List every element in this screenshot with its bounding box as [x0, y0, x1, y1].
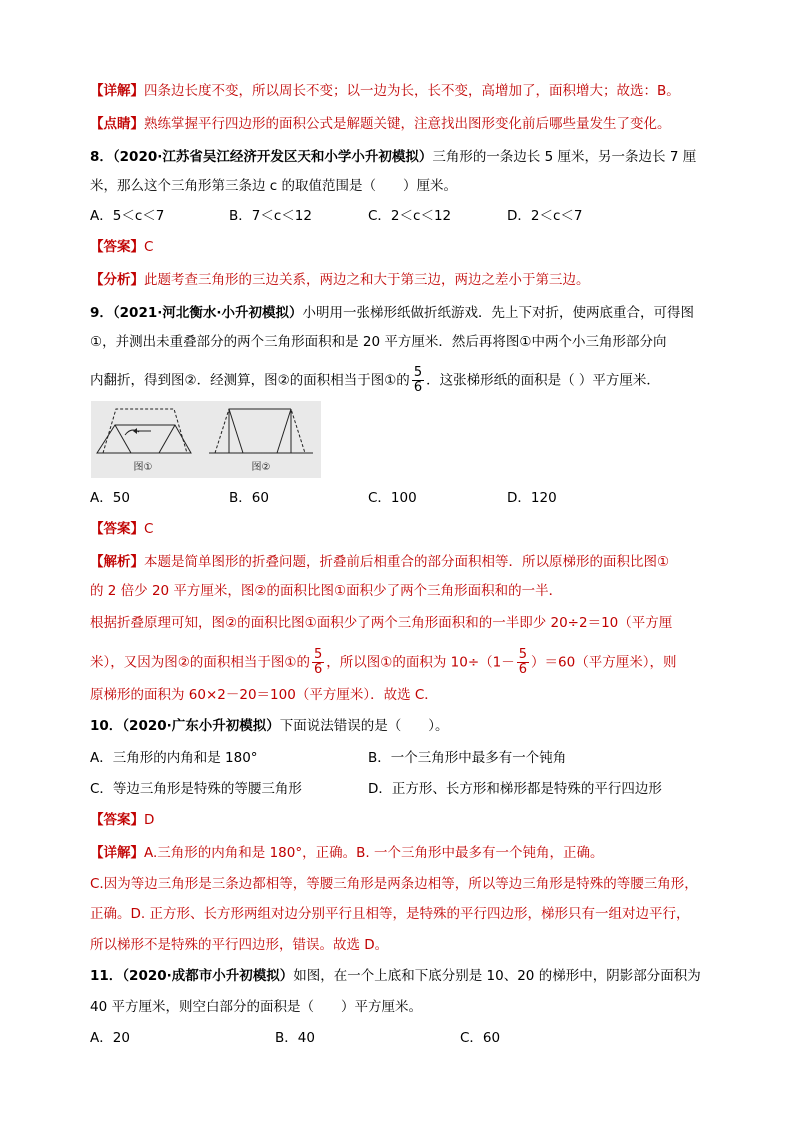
q10-answer-tag: 【答案】 — [90, 812, 144, 828]
fig1-arrowhead — [133, 428, 137, 434]
q9-option-b: B．60 — [229, 490, 269, 506]
q9-a4-fraction-1 — [312, 648, 324, 677]
q10-option-c: C．等边三角形是特殊的等腰三角形 — [90, 781, 302, 797]
q9-figure — [91, 401, 321, 478]
q8-analysis: 此题考查三角形的三边关系，两边之和大于第三边，两边之差小于第三边。 — [144, 272, 590, 288]
q11-option-a: A．20 — [90, 1030, 130, 1046]
tip-text: 熟练掌握平行四边形的面积公式是解题关键，注意找出图形变化前后哪些量发生了变化。 — [144, 116, 671, 132]
q9-option-c: C．100 — [368, 490, 417, 506]
fig2-label: 图② — [251, 462, 271, 473]
q9-stem-line3 — [90, 366, 660, 395]
q9-analysis-line2: 的 2 倍少 20 平方厘米，图②的面积比图①面积少了两个三角形面积和的一半． — [90, 583, 563, 599]
q10-detail-line4: 所以梯形不是特殊的平行四边形，错误。故选 D。 — [90, 937, 389, 953]
fig1-left-line — [115, 425, 131, 453]
q9-analysis-line4 — [90, 648, 676, 677]
q8-answer: C — [144, 239, 154, 255]
q10-option-b: B．一个三角形中最多有一个钝角 — [368, 750, 567, 766]
q8-option-c: C．2＜c＜12 — [368, 208, 452, 224]
tip-tag: 【点睛】 — [90, 116, 144, 132]
q9-source: （2021·河北衡水·小升初模拟） — [112, 305, 303, 321]
q11-option-b: B．40 — [275, 1030, 315, 1046]
q10-answer: D — [144, 812, 155, 828]
q9-a4c: ）＝60（平方厘米），则 — [531, 654, 677, 671]
detail-line-top — [90, 81, 680, 101]
q9-answer-tag: 【答案】 — [90, 521, 144, 537]
fraction-numerator: 5 — [518, 647, 528, 662]
fig2-left-diagonal — [229, 409, 243, 453]
q8-option-b: B．7＜c＜12 — [229, 208, 312, 224]
q9-stem-line1 — [90, 303, 694, 323]
q10-option-a: A．三角形的内角和是 180° — [90, 750, 258, 766]
q10-text: 下面说法错误的是（ ）。 — [279, 718, 449, 734]
q8-stem-line1 — [90, 147, 696, 167]
fraction-numerator: 5 — [313, 647, 323, 662]
fig1-right-line — [159, 425, 175, 453]
q10-detail-line3: 正确。D. 正方形、长方形两组对边分别平行且相等，是特殊的平行四边形，梯形只有一组对边平行， — [90, 906, 690, 922]
q9-a4b: ，所以图①的面积为 10÷（1－ — [326, 654, 515, 671]
q8-option-d: D．2＜c＜7 — [507, 208, 583, 224]
fig1-label: 图① — [133, 462, 153, 473]
q11-text1: 如图，在一个上底和下底分别是 10、20 的梯形中，阴影部分面积为 — [293, 968, 701, 984]
q8-text1: 三角形的一条边长 5 厘米，另一条边长 7 厘 — [432, 149, 697, 165]
q9-option-a: A．50 — [90, 490, 130, 506]
q10-detail-line1 — [90, 843, 603, 863]
q11-stem-line1 — [90, 966, 701, 986]
fraction-denominator: 6 — [413, 380, 423, 395]
q9-text1: 小明用一张梯形纸做折纸游戏．先上下对折，使两底重合，可得图 — [302, 305, 694, 321]
q9-analysis-line5: 原梯形的面积为 60×2－20＝100（平方厘米）．故选 C． — [90, 687, 438, 703]
q10-detail-tag: 【详解】 — [90, 845, 144, 861]
fraction-numerator: 5 — [413, 365, 423, 380]
q8-analysis-line — [90, 270, 590, 290]
q9-answer-line — [90, 519, 153, 539]
fig1-trapezoid — [97, 425, 191, 453]
q11-number: 11． — [90, 968, 123, 984]
q11-source: （2020·成都市小升初模拟） — [122, 968, 294, 984]
detail-tag: 【详解】 — [90, 83, 144, 99]
q9-analysis-tag: 【解析】 — [90, 554, 144, 570]
q10-answer-line — [90, 810, 154, 830]
q9-figure-drawing — [91, 401, 321, 478]
detail-text: 四条边长度不变，所以周长不变；以一边为长，长不变，高增加了，面积增大；故选：B。 — [144, 83, 680, 99]
q8-answer-tag: 【答案】 — [90, 239, 144, 255]
q9-analysis-line3: 根据折叠原理可知，图②的面积比图①面积少了两个三角形面积和的一半即少 20÷2＝10（平方厘 — [90, 615, 673, 631]
q8-answer-line — [90, 237, 153, 257]
q11-stem-line2: 40 平方厘米，则空白部分的面积是（ ）平方厘米。 — [90, 999, 422, 1015]
q10-number: 10． — [90, 718, 123, 734]
q8-number: 8． — [90, 149, 113, 165]
q8-stem-line2: 米，那么这个三角形第三条边 c 的取值范围是（ ）厘米。 — [90, 178, 458, 194]
q9-a4-fraction-2 — [517, 648, 529, 677]
tip-line — [90, 114, 671, 134]
q10-source: （2020·广东小升初模拟） — [122, 718, 280, 734]
fraction-denominator: 6 — [518, 662, 528, 677]
q8-option-a: A．5＜c＜7 — [90, 208, 165, 224]
q9-a4a: 米），又因为图②的面积相当于图①的 — [90, 654, 310, 671]
q8-source: （2020·江苏省吴江经济开发区天和小学小升初模拟） — [112, 149, 433, 165]
q10-stem — [90, 716, 449, 736]
q9-text3b: ．这张梯形纸的面积是（ ）平方厘米． — [426, 372, 660, 389]
q10-detail-1: A.三角形的内角和是 180°，正确。B. 一个三角形中最多有一个钝角，正确。 — [144, 845, 604, 861]
fraction-denominator: 6 — [313, 662, 323, 677]
q9-analysis-line1 — [90, 552, 669, 572]
q10-detail-line2: C.因为等边三角形是三条边都相等，等腰三角形是两条边相等，所以等边三角形是特殊的等腰三角形， — [90, 876, 698, 892]
q9-number: 9． — [90, 305, 113, 321]
q9-fraction — [412, 366, 424, 395]
fig2-right-diagonal — [277, 409, 291, 453]
q9-analysis-1: 本题是简单图形的折叠问题，折叠前后相重合的部分面积相等．所以原梯形的面积比图① — [144, 554, 670, 570]
q9-stem-line2: ①，并测出未重叠部分的两个三角形面积和是 20 平方厘米．然后再将图①中两个小三角形部分向 — [90, 334, 667, 350]
q11-option-c: C．60 — [460, 1030, 501, 1046]
q10-option-d: D．正方形、长方形和梯形都是特殊的平行四边形 — [368, 781, 662, 797]
q9-option-d: D．120 — [507, 490, 557, 506]
q9-text3a: 内翻折，得到图②．经测算，图②的面积相当于图①的 — [90, 372, 410, 389]
q9-answer: C — [144, 521, 154, 537]
q8-analysis-tag: 【分析】 — [90, 272, 144, 288]
